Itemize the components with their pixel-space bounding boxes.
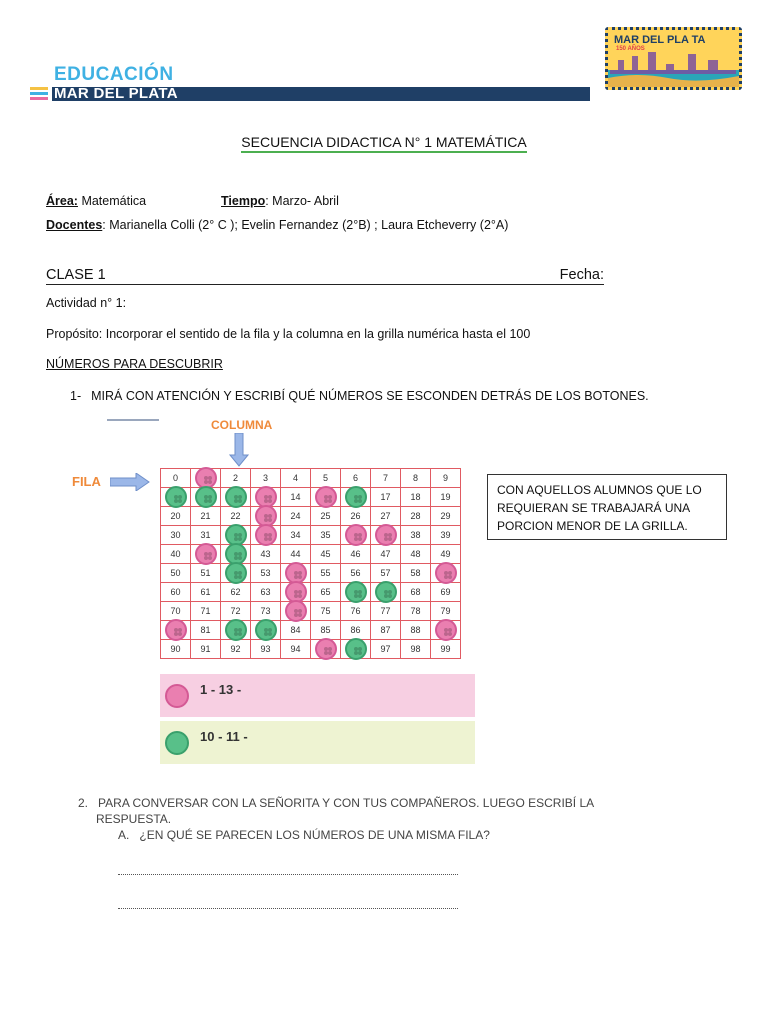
grid-cell bbox=[431, 564, 461, 583]
grid-cell: 71 bbox=[191, 602, 221, 621]
grid-cell bbox=[221, 545, 251, 564]
grid-cell: 9 bbox=[431, 469, 461, 488]
grid-cell: 47 bbox=[371, 545, 401, 564]
question-2: 2. PARA CONVERSAR CON LA SEÑORITA Y CON TUS COMPAÑEROS. LUEGO ESCRIBÍ LA RESPUESTA. A. ¿EN QUÉ SE PARECEN LOS NÚMEROS DE UNA MISMA FILA? bbox=[78, 796, 595, 842]
grid-cell: 18 bbox=[401, 488, 431, 507]
grid-cell: 2 bbox=[221, 469, 251, 488]
grid-cell: 26 bbox=[341, 507, 371, 526]
grid-cell: 53 bbox=[251, 564, 281, 583]
grid-row bbox=[161, 621, 461, 640]
grid-cell: 3 bbox=[251, 469, 281, 488]
grid-cell: 46 bbox=[341, 545, 371, 564]
grid-cell: 97 bbox=[371, 640, 401, 659]
grid-cell: 49 bbox=[431, 545, 461, 564]
grid-row bbox=[161, 526, 461, 545]
fila-label: FILA bbox=[72, 474, 101, 489]
area-line: Área: Matemática bbox=[46, 194, 147, 208]
grid-cell bbox=[191, 488, 221, 507]
grid-cell: 19 bbox=[431, 488, 461, 507]
grid-cell: 70 bbox=[161, 602, 191, 621]
grid-row bbox=[161, 469, 461, 488]
grid-cell: 39 bbox=[431, 526, 461, 545]
grid-cell: 79 bbox=[431, 602, 461, 621]
grid-cell: 4 bbox=[281, 469, 311, 488]
green-button-icon bbox=[165, 731, 189, 755]
grid-cell: 92 bbox=[221, 640, 251, 659]
grid-cell: 22 bbox=[221, 507, 251, 526]
mar-del-plata-stamp bbox=[605, 27, 742, 90]
grid-cell: 85 bbox=[311, 621, 341, 640]
grid-cell: 84 bbox=[281, 621, 311, 640]
grid-cell: 69 bbox=[431, 583, 461, 602]
grid-cell: 40 bbox=[161, 545, 191, 564]
pink-button-icon bbox=[435, 619, 457, 641]
green-button-icon bbox=[225, 486, 247, 508]
columna-label: COLUMNA bbox=[211, 418, 273, 432]
grid-cell: 77 bbox=[371, 602, 401, 621]
proposito-line: Propósito: Incorporar el sentido de la fila y la columna en la grilla numérica hasta el 100 bbox=[46, 327, 531, 341]
question-1: 1- MIRÁ CON ATENCIÓN Y ESCRIBÍ QUÉ NÚMEROS SE ESCONDEN DETRÁS DE LOS BOTONES. bbox=[70, 389, 649, 403]
grid-row bbox=[161, 564, 461, 583]
grid-cell bbox=[371, 583, 401, 602]
decorative-line bbox=[107, 419, 159, 421]
grid-cell bbox=[431, 621, 461, 640]
legend-green bbox=[160, 721, 475, 764]
pink-button-icon bbox=[375, 524, 397, 546]
grid-cell: 7 bbox=[371, 469, 401, 488]
grid-cell: 17 bbox=[371, 488, 401, 507]
grid-cell bbox=[251, 621, 281, 640]
section-title: NÚMEROS PARA DESCUBRIR bbox=[46, 357, 223, 371]
green-button-icon bbox=[375, 581, 397, 603]
note-box: CON AQUELLOS ALUMNOS QUE LO REQUIERAN SE TRABAJARÁ UNA PORCION MENOR DE LA GRILLA. bbox=[487, 474, 727, 540]
city-skyline-icon bbox=[608, 30, 739, 87]
grid-cell bbox=[251, 488, 281, 507]
green-button-icon bbox=[165, 486, 187, 508]
grid-cell: 29 bbox=[431, 507, 461, 526]
fecha-label: Fecha: bbox=[559, 267, 604, 283]
grid-cell bbox=[371, 526, 401, 545]
clase-heading: CLASE 1 Fecha: bbox=[46, 267, 604, 283]
legend-green-text: 10 - 11 - bbox=[200, 729, 248, 744]
grid-cell: 86 bbox=[341, 621, 371, 640]
grid-cell: 75 bbox=[311, 602, 341, 621]
grid-cell: 43 bbox=[251, 545, 281, 564]
pink-button-icon bbox=[285, 600, 307, 622]
pink-button-icon bbox=[165, 684, 189, 708]
grid-cell: 48 bbox=[401, 545, 431, 564]
grid-cell bbox=[251, 526, 281, 545]
grid-cell: 58 bbox=[401, 564, 431, 583]
grid-cell: 30 bbox=[161, 526, 191, 545]
green-button-icon bbox=[345, 486, 367, 508]
grid-cell bbox=[281, 602, 311, 621]
arrow-down-icon bbox=[229, 433, 249, 467]
grid-cell bbox=[341, 526, 371, 545]
grid-cell bbox=[191, 469, 221, 488]
grid-cell bbox=[281, 564, 311, 583]
stamp-subtitle: 150 AÑOS bbox=[616, 46, 645, 52]
pink-button-icon bbox=[255, 524, 277, 546]
green-button-icon bbox=[255, 619, 277, 641]
grid-cell: 44 bbox=[281, 545, 311, 564]
grid-cell bbox=[341, 640, 371, 659]
grid-cell: 45 bbox=[311, 545, 341, 564]
grid-cell bbox=[341, 488, 371, 507]
actividad-line: Actividad n° 1: bbox=[46, 296, 127, 310]
grid-cell: 81 bbox=[191, 621, 221, 640]
grid-cell: 68 bbox=[401, 583, 431, 602]
grid-cell: 24 bbox=[281, 507, 311, 526]
grid-cell bbox=[221, 621, 251, 640]
grid-cell: 73 bbox=[251, 602, 281, 621]
grid-cell: 93 bbox=[251, 640, 281, 659]
pink-button-icon bbox=[195, 543, 217, 565]
number-grid bbox=[160, 468, 461, 659]
green-button-icon bbox=[225, 619, 247, 641]
grid-cell bbox=[221, 564, 251, 583]
grid-cell: 55 bbox=[311, 564, 341, 583]
grid-cell bbox=[221, 526, 251, 545]
grid-cell: 60 bbox=[161, 583, 191, 602]
grid-row bbox=[161, 488, 461, 507]
grid-cell: 20 bbox=[161, 507, 191, 526]
pink-button-icon bbox=[315, 638, 337, 660]
grid-cell bbox=[161, 621, 191, 640]
grid-cell bbox=[281, 583, 311, 602]
green-button-icon bbox=[345, 581, 367, 603]
green-button-icon bbox=[225, 562, 247, 584]
grid-cell: 78 bbox=[401, 602, 431, 621]
logo-educacion: EDUCACIÓN bbox=[54, 64, 174, 85]
arrow-right-icon bbox=[110, 473, 150, 491]
stamp-title: MAR DEL PLA TA bbox=[614, 34, 706, 46]
logo-stripes bbox=[30, 87, 48, 101]
grid-cell: 28 bbox=[401, 507, 431, 526]
document-title: SECUENCIA DIDACTICA N° 1 MATEMÁTICA bbox=[0, 134, 768, 150]
grid-cell: 14 bbox=[281, 488, 311, 507]
grid-cell: 88 bbox=[401, 621, 431, 640]
grid-cell: 38 bbox=[401, 526, 431, 545]
pink-button-icon bbox=[315, 486, 337, 508]
grid-row bbox=[161, 583, 461, 602]
pink-button-icon bbox=[435, 562, 457, 584]
grid-cell: 0 bbox=[161, 469, 191, 488]
grid-cell: 90 bbox=[161, 640, 191, 659]
grid-cell: 51 bbox=[191, 564, 221, 583]
grid-row bbox=[161, 545, 461, 564]
grid-cell: 6 bbox=[341, 469, 371, 488]
grid-cell: 91 bbox=[191, 640, 221, 659]
grid-cell bbox=[221, 488, 251, 507]
logo-mar-del-plata: MAR DEL PLATA bbox=[54, 85, 178, 102]
grid-cell: 5 bbox=[311, 469, 341, 488]
grid-cell bbox=[251, 507, 281, 526]
grid-row bbox=[161, 602, 461, 621]
grid-cell: 61 bbox=[191, 583, 221, 602]
grid-cell: 21 bbox=[191, 507, 221, 526]
grid-cell: 56 bbox=[341, 564, 371, 583]
legend-pink bbox=[160, 674, 475, 717]
grid-cell bbox=[311, 488, 341, 507]
grid-cell: 34 bbox=[281, 526, 311, 545]
grid-cell bbox=[161, 488, 191, 507]
grid-cell: 72 bbox=[221, 602, 251, 621]
grid-cell: 62 bbox=[221, 583, 251, 602]
grid-cell bbox=[311, 640, 341, 659]
grid-cell: 87 bbox=[371, 621, 401, 640]
green-button-icon bbox=[195, 486, 217, 508]
grid-cell: 8 bbox=[401, 469, 431, 488]
tiempo-line: Tiempo: Marzo- Abril bbox=[221, 194, 339, 208]
grid-cell bbox=[341, 583, 371, 602]
grid-row bbox=[161, 507, 461, 526]
grid-cell: 98 bbox=[401, 640, 431, 659]
grid-cell: 25 bbox=[311, 507, 341, 526]
grid-cell: 76 bbox=[341, 602, 371, 621]
grid-cell: 50 bbox=[161, 564, 191, 583]
grid-cell: 63 bbox=[251, 583, 281, 602]
green-button-icon bbox=[345, 638, 367, 660]
pink-button-icon bbox=[165, 619, 187, 641]
grid-cell: 57 bbox=[371, 564, 401, 583]
grid-cell: 94 bbox=[281, 640, 311, 659]
grid-cell: 27 bbox=[371, 507, 401, 526]
grid-cell bbox=[191, 545, 221, 564]
answer-line-1[interactable] bbox=[118, 873, 458, 875]
grid-cell: 99 bbox=[431, 640, 461, 659]
grid-cell: 31 bbox=[191, 526, 221, 545]
grid-row bbox=[161, 640, 461, 659]
grid-cell: 65 bbox=[311, 583, 341, 602]
pink-button-icon bbox=[345, 524, 367, 546]
grid-cell: 35 bbox=[311, 526, 341, 545]
legend-pink-text: 1 - 13 - bbox=[200, 682, 242, 697]
docentes-line: Docentes: Marianella Colli (2° C ); Evelin Fernandez (2°B) ; Laura Etcheverry (2°A) bbox=[46, 218, 509, 232]
answer-line-2[interactable] bbox=[118, 907, 458, 909]
